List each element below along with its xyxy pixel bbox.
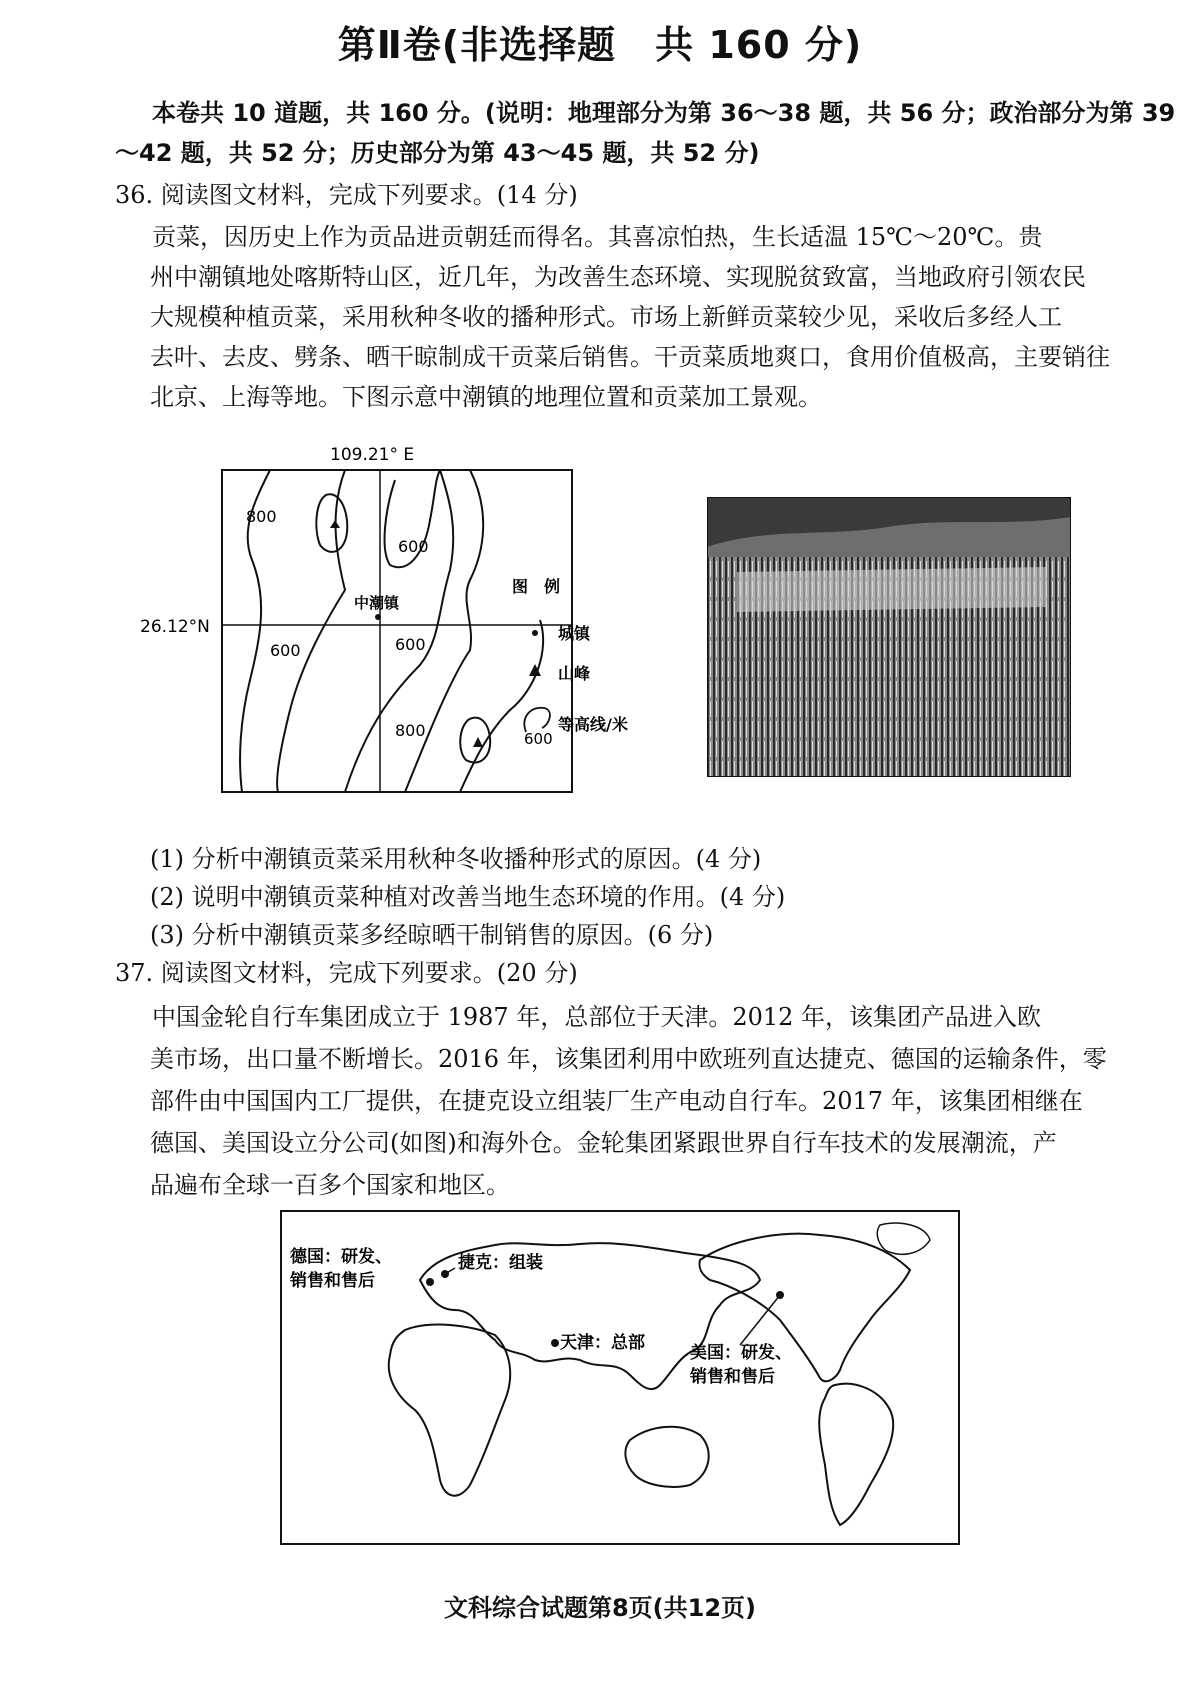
- legend-title: 图 例: [512, 577, 561, 596]
- tianjin-label: 天津：总部: [560, 1333, 645, 1353]
- page-footer: 文科综合试题第8页(共12页): [443, 1594, 757, 1622]
- contour-line: [460, 620, 543, 792]
- germany-point: [426, 1278, 434, 1286]
- town-dot-icon: [375, 614, 381, 620]
- q37-para-line: 部件由中国国内工厂提供，在捷克设立组装厂生产电动自行车。2017 年，该集团相继在: [150, 1087, 1083, 1115]
- q37-para-line: 德国、美国设立分公司(如图)和海外仓。金轮集团紧跟世界自行车技术的发展潮流，产: [150, 1129, 1057, 1157]
- intro-line-2: ～42 题，共 52 分；历史部分为第 43～45 题，共 52 分): [115, 139, 760, 167]
- legend-contour-value: 600: [524, 730, 553, 748]
- czech-label: 捷克：组装: [458, 1253, 543, 1273]
- q36-para-line: 贡菜，因历史上作为贡品进贡朝廷而得名。其喜凉怕热，生长适温 15℃～20℃。贵: [152, 223, 1043, 251]
- intro-line-1: 本卷共 10 道题，共 160 分。(说明：地理部分为第 36～38 题，共 56 分；政治部分为第 39: [152, 99, 1176, 127]
- q36-subquestion: (1) 分析中潮镇贡菜采用秋种冬收播种形式的原因。(4 分): [150, 845, 762, 873]
- q36-para-line: 去叶、去皮、劈条、晒干晾制成干贡菜后销售。干贡菜质地爽口，食用价值极高，主要销往: [150, 343, 1110, 371]
- q36-para-line: 北京、上海等地。下图示意中潮镇的地理位置和贡菜加工景观。: [150, 383, 822, 411]
- q36-heading: 36. 阅读图文材料，完成下列要求。(14 分): [115, 181, 578, 209]
- q37-heading: 37. 阅读图文材料，完成下列要求。(20 分): [115, 959, 578, 987]
- usa-label: 销售和售后: [690, 1367, 775, 1387]
- q36-subquestion: (2) 说明中潮镇贡菜种植对改善当地生态环境的作用。(4 分): [150, 883, 786, 911]
- contour-line: [405, 470, 483, 792]
- gongcai-drying-photo: [707, 497, 1071, 777]
- town-label: 中潮镇: [354, 594, 400, 612]
- q37-para-line: 中国金轮自行车集团成立于 1987 年，总部位于天津。2012 年，该集团产品进入欧: [152, 1003, 1042, 1031]
- legend-contour: 等高线/米: [558, 715, 628, 734]
- latitude-label: 26.12°N: [140, 617, 210, 637]
- town-dot-icon: [532, 630, 538, 636]
- contour-symbol-icon: [524, 708, 550, 732]
- q36-para-line: 州中潮镇地处喀斯特山区，近几年，为改善生态环境、实现脱贫致富，当地政府引领农民: [150, 263, 1086, 291]
- contour-line: [345, 470, 453, 792]
- usa-label: 美国：研发、: [690, 1343, 792, 1363]
- longitude-label: 109.21° E: [330, 445, 415, 465]
- contour-label: 800: [395, 721, 426, 740]
- q36-para-line: 大规模种植贡菜，采用秋种冬收的播种形式。市场上新鲜贡菜较少见，采收后多经人工: [150, 303, 1062, 331]
- legend-peak: 山峰: [558, 664, 591, 683]
- legend-town: 城镇: [558, 624, 591, 643]
- topographic-map: [140, 440, 660, 820]
- contour-line: [277, 470, 345, 792]
- contour-label: 600: [395, 635, 426, 654]
- peak-icon: [473, 737, 483, 747]
- contour-label: 800: [246, 507, 277, 526]
- peak-icon: [330, 520, 340, 528]
- q36-subquestion: (3) 分析中潮镇贡菜多经晾晒干制销售的原因。(6 分): [150, 921, 714, 949]
- world-map: [280, 1210, 960, 1545]
- tianjin-point: [551, 1339, 559, 1347]
- germany-label: 德国：研发、: [290, 1247, 392, 1267]
- page-title: 第Ⅱ卷(非选择题 共 160 分): [337, 23, 863, 67]
- q37-para-line: 品遍布全球一百多个国家和地区。: [150, 1171, 510, 1199]
- contour-label: 600: [398, 537, 429, 556]
- germany-label: 销售和售后: [290, 1271, 375, 1291]
- q37-para-line: 美市场，出口量不断增长。2016 年，该集团利用中欧班列直达捷克、德国的运输条件，零: [150, 1045, 1107, 1073]
- contour-line: [316, 494, 347, 552]
- contour-label: 600: [270, 641, 301, 660]
